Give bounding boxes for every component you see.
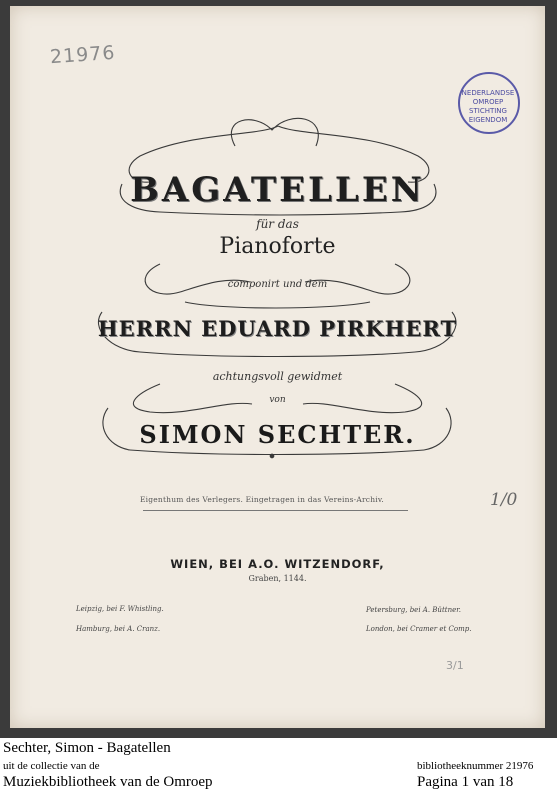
handwritten-accession-number: 21976 xyxy=(49,41,117,69)
catalog-caption xyxy=(0,738,557,800)
title-page xyxy=(10,6,545,728)
caption-subtitle: uit de collectie van de xyxy=(3,760,100,772)
caption-library: Muziekbibliotheek van de Omroep xyxy=(3,774,213,790)
caption-title: Sechter, Simon - Bagatellen xyxy=(3,740,171,756)
caption-catalog-number: bibliotheeknummer 21976 xyxy=(417,760,534,772)
agent-london: London, bei Cramer et Comp. xyxy=(366,625,472,633)
dedicatee-name: HERRN EDUARD PIRKHERT xyxy=(97,316,458,341)
work-title: BAGATELLEN xyxy=(130,170,425,210)
publisher-address: Graben, 1144. xyxy=(248,574,307,583)
fuer-das-text: für das xyxy=(256,217,299,231)
gewidmet-text: achtungsvoll gewidmet xyxy=(212,370,343,383)
agent-leipzig: Leipzig, bei F. Whistling. xyxy=(76,605,164,613)
library-stamp-text: NEDERLANDSE OMROEP STICHTING EIGENDOM xyxy=(461,89,515,124)
notice-rule xyxy=(143,510,408,511)
componirt-text: componirt und dem xyxy=(227,279,328,290)
decorative-flourishes xyxy=(10,6,545,728)
pencil-mark: 3/1 xyxy=(446,659,464,672)
instrument-name: Pianoforte xyxy=(219,234,336,259)
agent-petersburg: Petersburg, bei A. Büttner. xyxy=(366,606,462,614)
publisher-line: WIEN, BEI A.O. WITZENDORF, xyxy=(170,557,385,571)
agent-hamburg: Hamburg, bei A. Cranz. xyxy=(76,625,161,633)
von-text: von xyxy=(269,395,286,405)
copyright-notice: Eigenthum des Verlegers. Eingetragen in das Vereins-Archiv. xyxy=(140,495,384,504)
caption-page-indicator: Pagina 1 van 18 xyxy=(417,774,514,790)
composer-name: SIMON SECHTER. xyxy=(139,420,416,449)
handwritten-mark: 1/0 xyxy=(490,490,518,510)
